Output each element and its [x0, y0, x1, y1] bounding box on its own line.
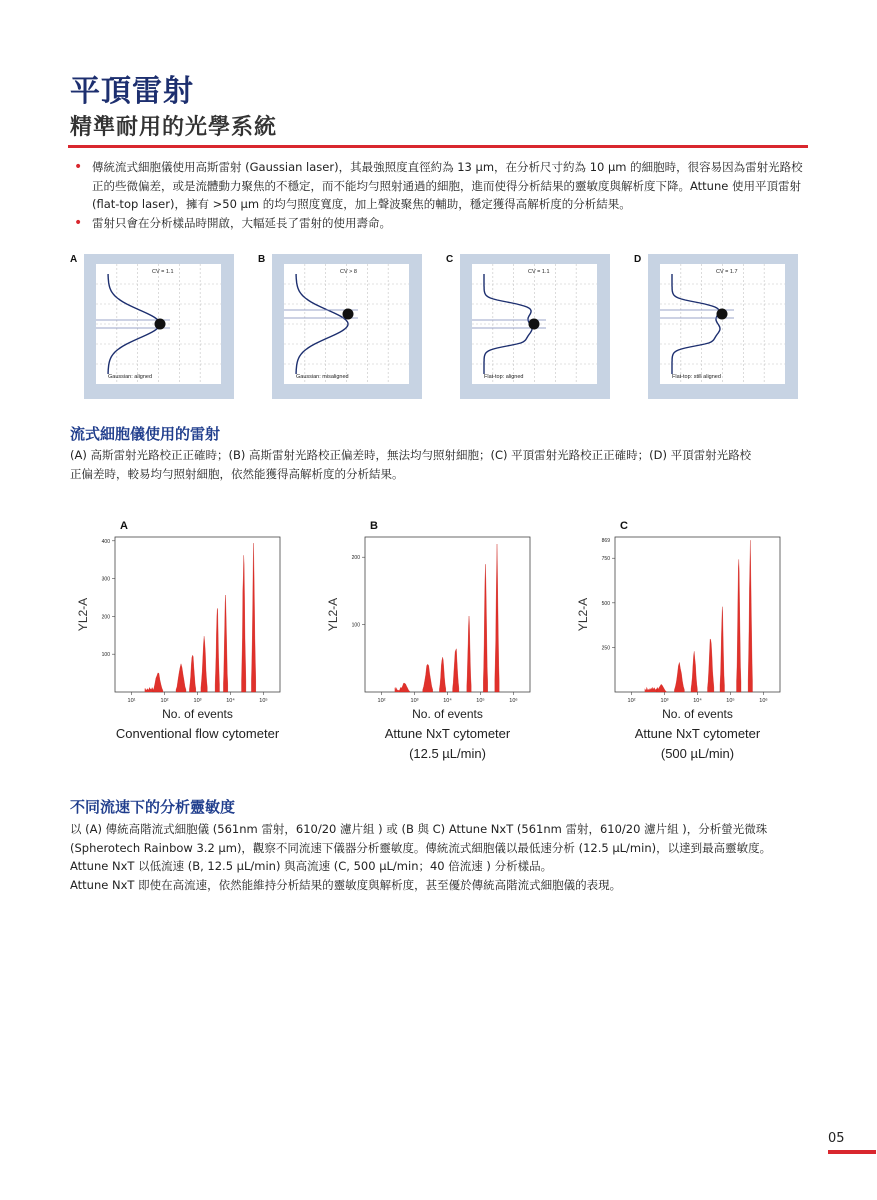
x-axis-label: No. of events — [662, 707, 733, 721]
laser-panel-d — [634, 254, 798, 399]
chart-letter: B — [370, 520, 378, 532]
cv-label: CV > 8 — [340, 269, 357, 275]
page-title: 平頂雷射 — [70, 74, 194, 109]
cv-label: CV = 1.7 — [716, 269, 738, 275]
page-number: 05 — [828, 1131, 845, 1146]
y-top-label: 869 — [601, 538, 610, 544]
laser-panel-c — [446, 254, 610, 399]
panel-letter: C — [446, 254, 454, 265]
x-tick-label: 10¹ — [127, 698, 136, 704]
laser-caption-line: (A) 高斯雷射光路校正正確時；(B) 高斯雷射光路校正偏差時，無法均勻照射細胞；(C) 平頂雷射光路校正正確時；(D) 平頂雷射光路校 — [70, 448, 752, 462]
chart-caption-sub: (12.5 µL/min) — [409, 746, 486, 761]
paragraph-line: (Spherotech Rainbow 3.2 µm)，觀察不同流速下儀器分析靈敏度。傳統流式細胞儀以最低速分析 (12.5 µL/min)，以達到最高靈敏度。 — [70, 840, 772, 855]
x-tick-label: 10² — [627, 698, 636, 704]
bullet-list — [70, 158, 810, 232]
x-tick-label: 10³ — [660, 698, 669, 704]
bullet-text: 傳統流式細胞儀使用高斯雷射 (Gaussian laser)，其最強照度直徑約為 13 µm，在分析尺寸約為 10 µm 的細胞時，很容易因為雷射光路校正的些微偏差，或是流體動力聚焦的不穩定，而不能均勻照射通過的細胞，進而使得分析結果的靈敏度與解析度下降。Attune 使用平頂雷射 (flat-top laser)，擁有 >50 µm 的均勻照度寬度，加上聲波聚焦的輔助，穩定獲得高解析度的分析結果。 — [92, 160, 803, 211]
y-axis-label: YL2-A — [76, 597, 90, 632]
histograms-svg — [70, 515, 830, 775]
laser-profile-figure — [70, 250, 810, 400]
section-heading-laser: 流式細胞儀使用的雷射 — [70, 425, 221, 443]
chart-caption: Attune NxT cytometer — [384, 726, 511, 741]
x-tick-label: 10⁶ — [509, 698, 518, 704]
chart-caption: Conventional flow cytometer — [115, 726, 280, 741]
laser-caption — [70, 446, 815, 483]
histogram-chart-a — [76, 520, 280, 741]
profile-label: Gaussian: aligned — [108, 374, 153, 380]
panel-letter: B — [258, 254, 266, 265]
bullet-item — [70, 214, 810, 233]
chart-letter: C — [620, 520, 628, 532]
x-tick-label: 10⁵ — [726, 698, 735, 704]
cell-dot — [529, 319, 540, 330]
y-tick-label: 100 — [101, 652, 110, 659]
sensitivity-paragraph — [70, 820, 830, 894]
y-tick-label: 200 — [351, 555, 360, 562]
bullet-text: 雷射只會在分析樣品時開啟，大幅延長了雷射的使用壽命。 — [92, 215, 391, 230]
histogram-figure — [70, 515, 830, 775]
x-axis-label: No. of events — [162, 707, 233, 721]
paragraph-line: Attune NxT 即使在高流速，依然能維持分析結果的靈敏度與解析度，甚至優於傳統高階流式細胞儀的表現。 — [70, 877, 622, 892]
plot-frame — [365, 537, 530, 692]
y-axis-label: YL2-A — [326, 597, 340, 632]
x-tick-label: 10³ — [410, 698, 419, 704]
panel-letter: A — [70, 254, 78, 265]
x-tick-label: 10² — [160, 698, 169, 704]
chart-caption: Attune NxT cytometer — [634, 726, 761, 741]
y-tick-label: 200 — [101, 614, 110, 621]
panel-letter: D — [634, 254, 642, 265]
cell-dot — [343, 309, 354, 320]
paragraph-line: Attune NxT 以低流速 (B, 12.5 µL/min) 與高流速 (C, 500 µL/min；40 倍流速 ) 分析樣品。 — [70, 859, 553, 873]
y-tick-label: 400 — [101, 538, 110, 545]
chart-caption-sub: (500 µL/min) — [660, 746, 735, 761]
laser-caption-line: 正偏差時，較易均勻照射細胞，依然能獲得高解析度的分析結果。 — [70, 466, 404, 481]
x-tick-label: 10⁴ — [226, 698, 235, 704]
cell-dot — [155, 319, 166, 330]
y-axis-label: YL2-A — [576, 597, 590, 632]
bullet-item — [70, 158, 810, 214]
title-divider — [68, 145, 808, 148]
histogram-chart-b — [326, 520, 530, 761]
page-subtitle: 精準耐用的光學系統 — [70, 115, 278, 140]
y-tick-label: 300 — [101, 576, 110, 583]
section-heading-sensitivity: 不同流速下的分析靈敏度 — [70, 798, 236, 816]
histogram-chart-c — [576, 520, 780, 761]
plot-frame — [615, 537, 780, 692]
page-number-underline — [828, 1150, 876, 1154]
x-tick-label: 10⁴ — [443, 698, 452, 704]
profile-label: Gaussian: misaligned — [296, 374, 349, 380]
y-tick-label: 500 — [601, 600, 610, 607]
bullet-dot-icon: • — [74, 159, 83, 175]
profile-label: Flat-top: still aligned — [672, 374, 721, 380]
paragraph-line: 以 (A) 傳統高階流式細胞儀 (561nm 雷射，610/20 濾片組 ) 或 (B 與 C) Attune NxT (561nm 雷射，610/20 濾片組 )，分析螢光微珠 — [70, 822, 768, 836]
chart-letter: A — [120, 520, 128, 532]
x-axis-label: No. of events — [412, 707, 483, 721]
profile-label: Flat-top: aligned — [484, 374, 524, 380]
y-tick-label: 100 — [351, 622, 360, 629]
x-tick-label: 10² — [377, 698, 386, 704]
y-tick-label: 750 — [601, 556, 610, 563]
x-tick-label: 10⁶ — [759, 698, 768, 704]
x-tick-label: 10⁵ — [259, 698, 268, 704]
y-tick-label: 250 — [601, 645, 610, 652]
x-tick-label: 10⁴ — [693, 698, 702, 704]
laser-panels-svg — [70, 250, 810, 400]
cv-label: CV = 1.1 — [152, 269, 174, 275]
cell-dot — [717, 309, 728, 320]
cv-label: CV = 1.1 — [528, 269, 550, 275]
bullet-dot-icon: • — [74, 214, 83, 231]
x-tick-label: 10³ — [193, 698, 202, 704]
laser-panel-b — [258, 254, 422, 399]
x-tick-label: 10⁵ — [476, 698, 485, 704]
laser-panel-a — [70, 254, 234, 399]
